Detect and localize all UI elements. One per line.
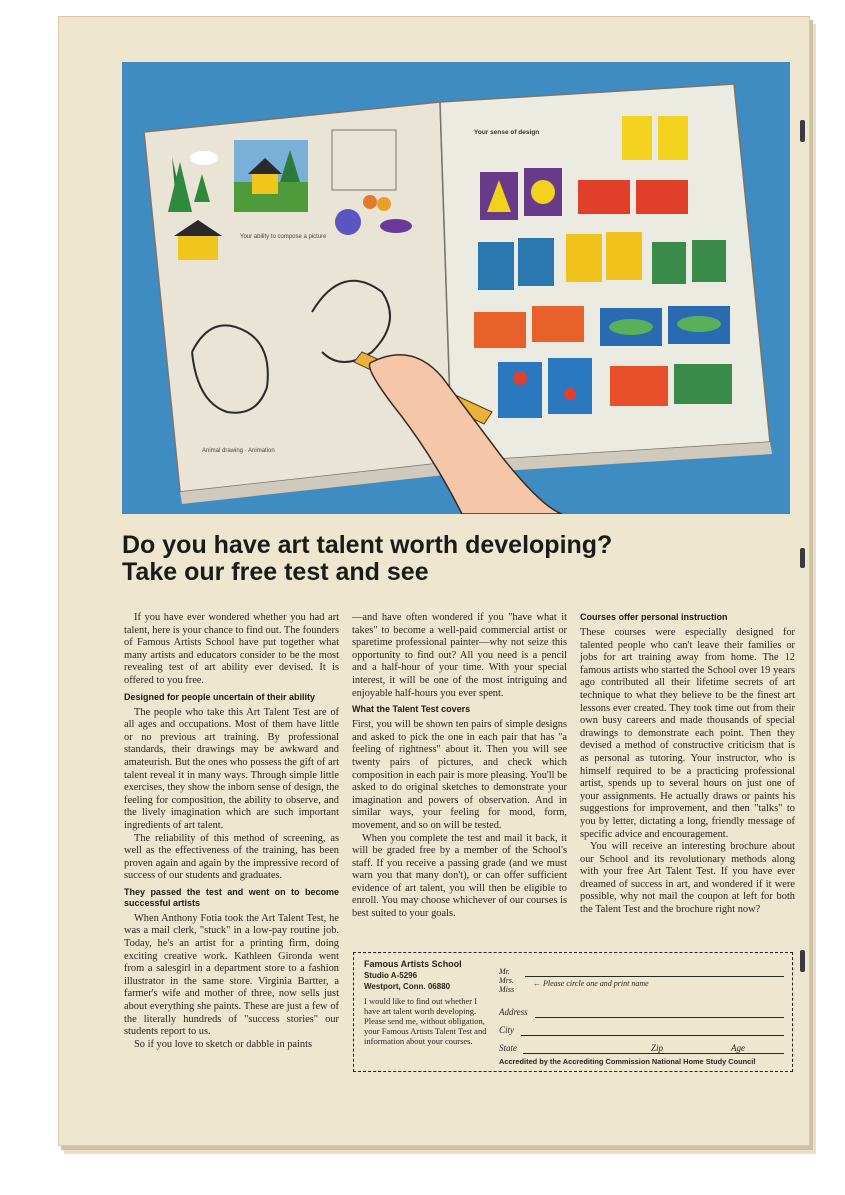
compose-caption: Your ability to compose a picture: [240, 234, 327, 240]
open-book-drawing: [122, 62, 790, 514]
mail-in-coupon[interactable]: [353, 952, 793, 1072]
design-tile: [622, 116, 652, 160]
title-option-mr[interactable]: Mr.: [499, 967, 510, 976]
ad-illustration: [122, 62, 790, 514]
vase-icon: [335, 209, 361, 235]
section-heading: Courses offer personal instruction: [580, 612, 728, 622]
design-tile: [606, 232, 642, 280]
section-heading: They passed the test and went on to become successful artists: [124, 886, 339, 908]
headline-line-2: Take our free test and see: [122, 558, 429, 586]
house-icon: [178, 234, 218, 260]
text-column-2: [352, 612, 567, 921]
text-column-1: [124, 612, 339, 1051]
paragraph: When you complete the test and mail it back, it will be graded free by a member of the School's staff. If you receive a passing grade (and we must warn you that many don't), or can offer sufficient evidence of art talent, you will then be eligible to enroll. You may choose whichever of our courses is best suited to your goals.: [352, 832, 567, 920]
paragraph: You will receive an interesting brochure about our School and its revolutionary methods along with your free Art Talent Test. If you have ever dreamed of success in art, and wondered if it were possible, why not mail the coupon at left for both the Talent Test and the brochure right now?: [580, 841, 795, 916]
title-options[interactable]: [499, 967, 514, 994]
bowl-icon: [380, 219, 412, 233]
arrow-left-icon: ←: [533, 979, 541, 988]
design-tile: [478, 242, 514, 290]
text-column-3: [580, 612, 795, 917]
address-field[interactable]: [499, 1007, 784, 1019]
coupon-school-info: [364, 959, 490, 1046]
design-tile: [636, 180, 688, 214]
drawing-caption: Animal drawing · Animation: [202, 448, 275, 454]
design-tile: [578, 180, 630, 214]
coupon-city: Westport, Conn. 06880: [364, 982, 451, 991]
design-tile: [692, 240, 726, 282]
state-label: State: [499, 1043, 517, 1053]
section-heading: What the Talent Test covers: [352, 704, 471, 715]
design-tile: [518, 238, 554, 286]
design-tile: [498, 362, 542, 418]
design-tile: [610, 366, 668, 406]
staple-middle: [800, 548, 805, 568]
paragraph: —and have often wondered if you "have what it takes" to become a well-paid commercial artist or sparetime professional painter—why not seize this opportunity to find out? All you need is a pencil and a half-hour of your time. With your special interest, it will be one of the most intriguing and enjoyable half-hours you ever spent.: [352, 612, 567, 699]
cloud-icon: [190, 151, 218, 165]
headline-line-1: Do you have art talent worth developing?: [122, 531, 613, 559]
city-field[interactable]: [499, 1025, 784, 1037]
staple-bottom: [800, 950, 805, 972]
design-tile: [532, 306, 584, 342]
zip-label: Zip: [651, 1043, 664, 1053]
house-icon: [252, 172, 278, 194]
section-heading: Designed for people uncertain of their ability: [124, 691, 316, 702]
design-tile: [652, 242, 686, 284]
title-option-mrs[interactable]: Mrs.: [499, 976, 514, 985]
design-tile: [548, 358, 592, 414]
design-tile: [674, 364, 732, 404]
paragraph: The reliability of this method of screening, as well as the effectiveness of the training, has been proven again and again by the impressive record of success of our students and graduates.: [124, 832, 339, 882]
age-label: Age: [731, 1043, 745, 1053]
design-tile: [474, 312, 526, 348]
paragraph: When Anthony Fotia took the Art Talent Test, he was a mail clerk, "stuck" in a low-pay routine job. Today, he's an artist for a printing firm, doing exciting creative work. Kathleen Gironda went from a salesgirl in a department store to a fashion illustrator in the same store. Virginia Bartter, a farmer's wife and mother of three, now sells just about everything she paints. These are just a few of the literally hundreds of "success stories" our students report to us.: [124, 912, 339, 1038]
title-option-miss[interactable]: Miss: [499, 985, 515, 994]
intro-paragraph: If you have ever wondered whether you had art talent, here is your chance to find out. The founders of Famous Artists School have put together what many artists and educators consider to be the most revealing test of art ability ever devised. It is offered to you free.: [124, 612, 339, 686]
coupon-studio: Studio A-5296: [364, 971, 418, 980]
name-field[interactable]: [525, 976, 784, 977]
design-tile: [658, 116, 688, 160]
orange-icon: [377, 197, 391, 211]
circle-note: [533, 979, 649, 988]
accreditation-note: Accredited by the Accrediting Commission National Home Study Council: [499, 1057, 756, 1066]
paragraph: The people who take this Art Talent Test are of all ages and occupations. Most of them have little or no previous art training. By professional standards, their drawings may be awkward and amateurish. But the ones who possess the gift of art talent reveal it in many ways. Through simple little exercises, they show the inborn sense of design, the feeling for composition, the ability to observe, and the lively imagination which are such important ingredients of art talent.: [124, 706, 339, 831]
circle-note-text: Please circle one and print name: [543, 979, 649, 988]
state-zip-age-row[interactable]: [499, 1043, 784, 1055]
city-label: City: [499, 1025, 514, 1035]
ad-headline: [122, 532, 782, 586]
coupon-body: I would like to find out whether I have art talent worth developing. Please send me, without obligation, your Famous Artists Talent Test and information about your courses.: [364, 996, 487, 1046]
paragraph: First, you will be shown ten pairs of simple designs and asked to pick the one in each pair that has "a feeling of rightness" about it. Then you will see twenty pairs of pictures, and check which composition in each pair is more pleasing. You'll be asked to do original sketches to demonstrate your imagination and powers of observation. And in similar ways, your feeling for mood, form, movement, and so on will be tested.: [352, 719, 567, 831]
paragraph: These courses were especially designed for talented people who can't leave their families or jobs for art training away from home. The 12 famous artists who started the School over 19 years ago contributed all their lifetime secrets of art technique to what they believe to be the finest art lessons ever created. They took time out from their own busy careers and made thousands of special drawings to demonstrate each point. Then they devised a method of constructive criticism that is as personal as tutoring. Your instructor, who is himself required to be a practicing professional artist, spends up to several hours on just one of your assignments. He actually draws or paints his suggestions for improvement, and then "talks" to you by letter, dictating a long, friendly message of specific advice and encouragement.: [580, 627, 795, 840]
orange-icon: [363, 195, 377, 209]
staple-top: [800, 120, 805, 142]
design-page-title: Your sense of design: [474, 129, 540, 136]
paragraph: So if you love to sketch or dabble in paints: [134, 1038, 313, 1050]
coupon-school-name: Famous Artists School: [364, 959, 462, 969]
address-label: Address: [499, 1007, 528, 1017]
design-tile: [566, 234, 602, 282]
